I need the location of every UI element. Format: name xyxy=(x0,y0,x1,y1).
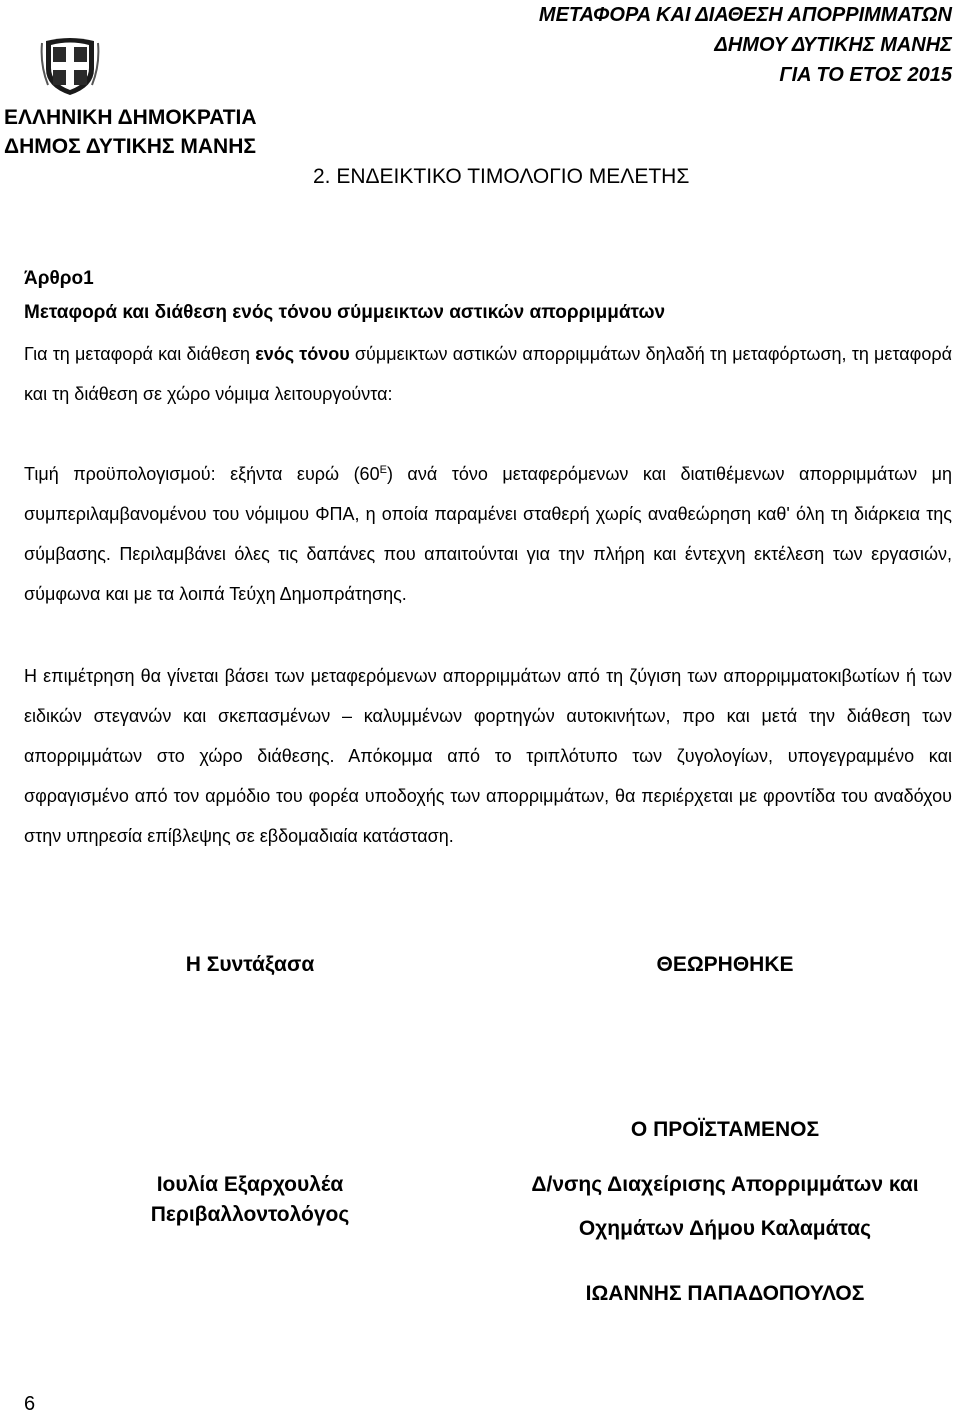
signature-right-role: ΘΕΩΡΗΘΗΚΕ xyxy=(656,953,794,976)
signature-department-line-1: Δ/νσης Διαχείρισης Απορριμμάτων και xyxy=(531,1173,919,1196)
signature-head-title: Ο ΠΡΟΪΣΤΑΜΕΝΟΣ xyxy=(630,1118,820,1141)
signature-department-line-2: Οχημάτων Δήμου Καλαμάτας xyxy=(578,1217,872,1240)
article-heading: Μεταφορά και διάθεση ενός τόνου σύμμεικτων αστικών απορριμμάτων xyxy=(24,302,666,323)
article-paragraph-3: Η επιμέτρηση θα γίνεται βάσει των μεταφερόμενων απορριμμάτων από τη ζύγιση των απορριμματοκιβωτίων ή των ειδικών στεγανών και σκεπασμένων – καλυμμένων φορτηγών αυτοκινήτων, προ και μετά την διάθεση των απορριμμάτων στο χώρο διάθεσης. Απόκομμα από το τριπλότυπο των ζυγολογίων, υπογεγραμμένο και σφραγισμένο από τον αρμόδιο του φορέα υποδοχής των απορριμμάτων, θα περιέρχεται με φροντίδα του αναδόχου στην υπηρεσία επίβλεψης σε εβδομαδιαία κατάσταση. xyxy=(24,666,952,846)
article-paragraph-2 xyxy=(24,454,952,614)
paragraph-text: σύμμεικτων αστικών απορριμμάτων δηλαδή τη μεταφόρτωση, τη μεταφορά και τη διάθεση σε χώρο νόμιμα λειτουργούντα: xyxy=(24,344,952,404)
project-header-line-2: ΔΗΜΟΥ ΔΥΤΙΚΗΣ ΜΑΝΗΣ xyxy=(714,34,952,56)
paragraph-text: Για τη μεταφορά και διάθεση xyxy=(24,344,256,364)
greek-coat-of-arms-icon xyxy=(40,35,100,97)
euro-superscript: Ε xyxy=(379,464,387,476)
municipality-name: ΔΗΜΟΣ ΔΥΤΙΚΗΣ ΜΑΝΗΣ xyxy=(4,135,256,158)
paragraph-text: Τιμή προϋπολογισμού: εξήντα ευρώ (60 xyxy=(24,464,380,484)
signature-left-role: Η Συντάξασα xyxy=(185,953,315,976)
project-header-line-1: ΜΕΤΑΦΟΡΑ ΚΑΙ ΔΙΑΘΕΣΗ ΑΠΟΡΡΙΜΜΑΤΩΝ xyxy=(538,4,952,26)
bold-quantity: ενός τόνου xyxy=(255,344,350,364)
project-header-line-3: ΓΙΑ ΤΟ ΕΤΟΣ 2015 xyxy=(779,64,952,86)
project-header xyxy=(539,0,952,90)
signature-left-title: Περιβαλλοντολόγος xyxy=(150,1203,350,1226)
organization-name: ΕΛΛΗΝΙΚΗ ΔΗΜΟΚΡΑΤΙΑ xyxy=(4,106,257,129)
article-number: Άρθρο1 xyxy=(24,268,94,289)
signature-right-name: ΙΩΑΝΝΗΣ ΠΑΠΑΔΟΠΟΥΛΟΣ xyxy=(585,1282,865,1305)
article-paragraph-1 xyxy=(24,334,952,414)
signature-left-name: Ιουλία Εξαρχουλέα xyxy=(156,1173,344,1196)
paragraph-text: ) ανά τόνο μεταφερόμενων και διατιθέμενων απορριμμάτων μη συμπεριλαμβανομένου του νόμιμου ΦΠΑ, η οποία παραμένει σταθερή χωρίς αναθεώρηση καθ' όλη τη διάρκεια της σύμβασης. Περιλαμβάνει όλες τις δαπάνες που απαιτούνται για την πλήρη και έντεχνη εκτέλεση των εργασιών, σύμφωνα και με τα λοιπά Τεύχη Δημοπράτησης. xyxy=(24,464,952,604)
document-title: 2. ΕΝΔΕΙΚΤΙΚΟ ΤΙΜΟΛΟΓΙΟ ΜΕΛΕΤΗΣ xyxy=(313,165,690,188)
page-number: 6 xyxy=(24,1393,36,1415)
